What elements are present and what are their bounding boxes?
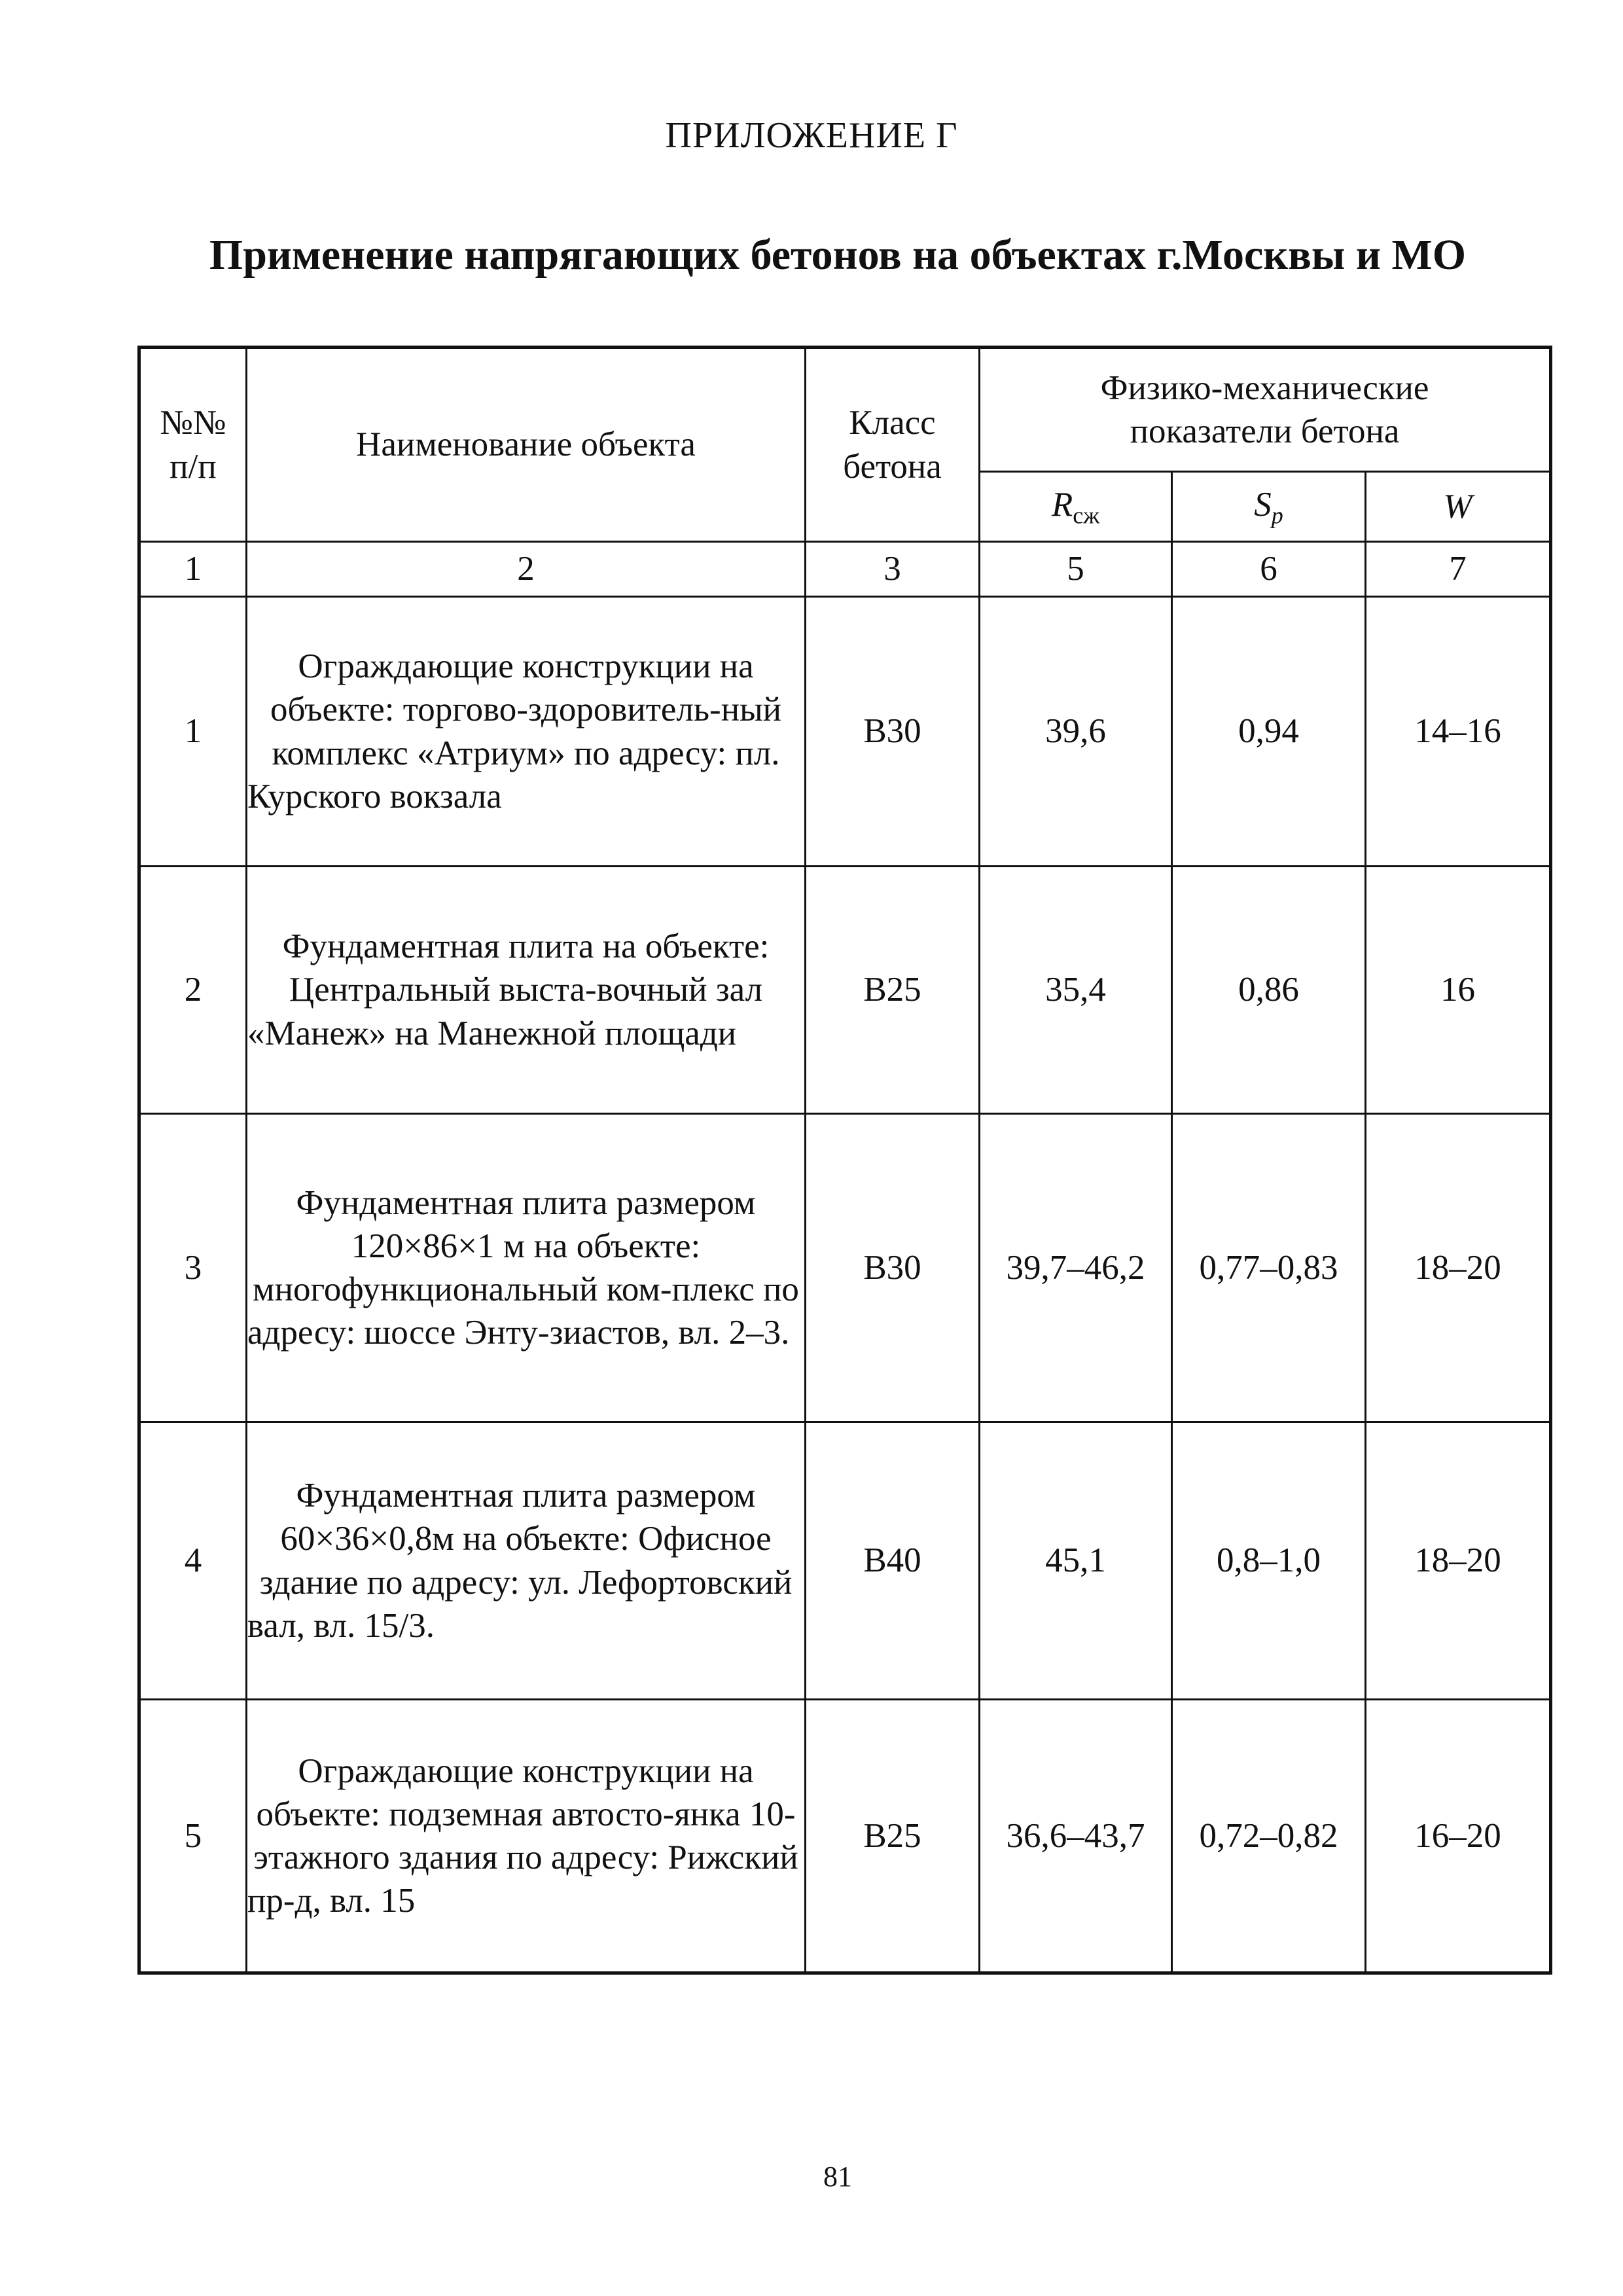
- concrete-table: [137, 346, 1552, 1975]
- column-number: 1: [139, 542, 247, 597]
- header-s-sub: p: [1271, 502, 1283, 529]
- page-title: Применение напрягающих бетонов на объектах г.Москвы и МО: [209, 231, 1467, 279]
- header-physical: Физико-механические показатели бетона: [980, 348, 1551, 472]
- table-row: [139, 1114, 1551, 1422]
- row-name: Фундаментная плита на объекте: Центральный выста-вочный зал «Манеж» на Манежной площади: [247, 867, 806, 1114]
- row-r: 45,1: [980, 1422, 1172, 1700]
- table-row: [139, 1700, 1551, 1973]
- row-num: 3: [139, 1114, 247, 1422]
- table-row: [139, 867, 1551, 1114]
- header-num: №№ п/п: [139, 348, 247, 542]
- row-name: Фундаментная плита размером 60×36×0,8м на объекте: Офисное здание по адресу: ул. Лефортовский вал, вл. 15/3.: [247, 1422, 806, 1700]
- header-r: [980, 472, 1172, 542]
- row-s: 0,86: [1172, 867, 1366, 1114]
- row-w: 18–20: [1366, 1422, 1551, 1700]
- column-number-row: [139, 542, 1551, 597]
- column-number: 7: [1366, 542, 1551, 597]
- row-s: 0,72–0,82: [1172, 1700, 1366, 1973]
- row-s: 0,8–1,0: [1172, 1422, 1366, 1700]
- header-class: Класс бетона: [806, 348, 980, 542]
- row-num: 2: [139, 867, 247, 1114]
- header-name: Наименование объекта: [247, 348, 806, 542]
- table-row: [139, 1422, 1551, 1700]
- row-class: В25: [806, 867, 980, 1114]
- header-r-main: R: [1051, 485, 1073, 524]
- row-r: 35,4: [980, 867, 1172, 1114]
- row-name: Фундаментная плита размером 120×86×1 м на объекте: многофункциональный ком-плекс по адресу: шоссе Энту-зиастов, вл. 2–3.: [247, 1114, 806, 1422]
- row-s: 0,94: [1172, 597, 1366, 867]
- row-class: В25: [806, 1700, 980, 1973]
- row-num: 5: [139, 1700, 247, 1973]
- column-number: 6: [1172, 542, 1366, 597]
- header-row: [139, 348, 1551, 472]
- appendix-label: ПРИЛОЖЕНИЕ Г: [665, 115, 958, 156]
- header-s: [1172, 472, 1366, 542]
- header-s-main: S: [1254, 485, 1272, 524]
- row-class: В30: [806, 597, 980, 867]
- row-w: 18–20: [1366, 1114, 1551, 1422]
- column-number: 2: [247, 542, 806, 597]
- row-num: 4: [139, 1422, 247, 1700]
- table-row: [139, 597, 1551, 867]
- column-number: 5: [980, 542, 1172, 597]
- row-s: 0,77–0,83: [1172, 1114, 1366, 1422]
- row-num: 1: [139, 597, 247, 867]
- row-r: 36,6–43,7: [980, 1700, 1172, 1973]
- row-w: 16: [1366, 867, 1551, 1114]
- row-class: В40: [806, 1422, 980, 1700]
- page-number: 81: [823, 2161, 852, 2193]
- row-name: Ограждающие конструкции на объекте: торгово-здоровитель-ный комплекс «Атриум» по адресу: пл. Курского вокзала: [247, 597, 806, 867]
- row-name: Ограждающие конструкции на объекте: подземная автосто-янка 10-этажного здания по адресу: Рижский пр-д, вл. 15: [247, 1700, 806, 1973]
- row-r: 39,6: [980, 597, 1172, 867]
- header-r-sub: сж: [1073, 502, 1100, 529]
- row-class: В30: [806, 1114, 980, 1422]
- row-w: 16–20: [1366, 1700, 1551, 1973]
- row-r: 39,7–46,2: [980, 1114, 1172, 1422]
- column-number: 3: [806, 542, 980, 597]
- header-w: W: [1366, 472, 1551, 542]
- row-w: 14–16: [1366, 597, 1551, 867]
